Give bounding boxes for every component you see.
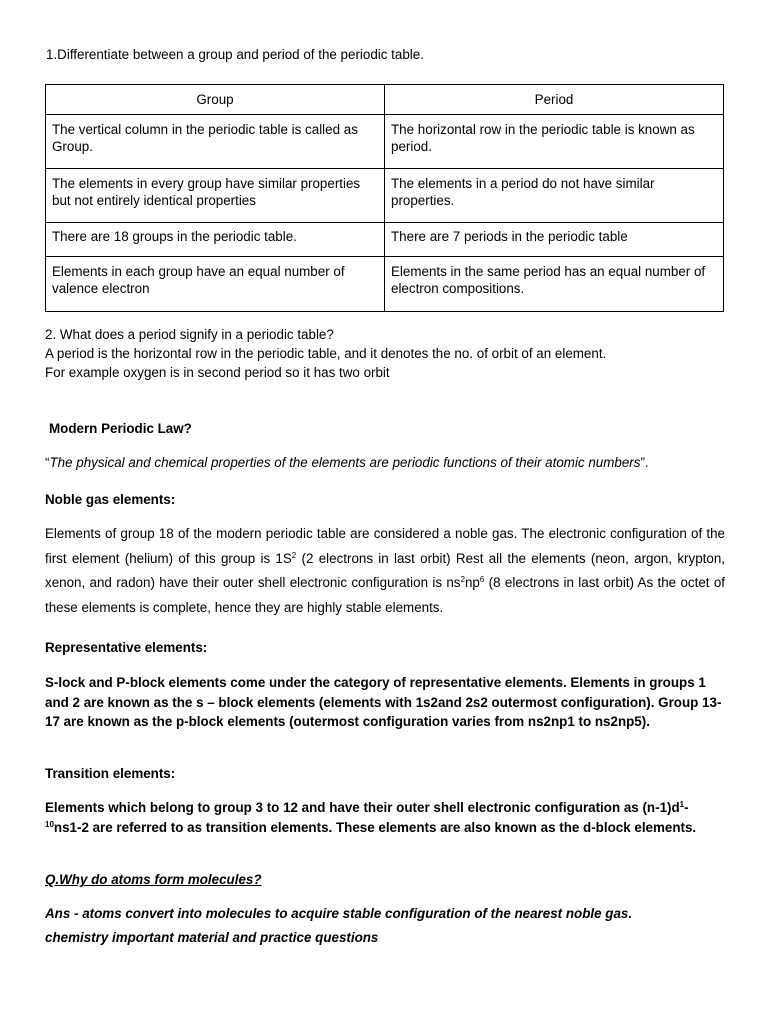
table-header-row <box>46 85 724 115</box>
group-period-table <box>45 84 724 312</box>
answer-2-line-2: For example oxygen is in second period so it has two orbit <box>45 365 390 380</box>
question-2-block <box>45 325 735 382</box>
table-cell: The elements in a period do not have similar properties. <box>385 169 724 223</box>
transition-text: - <box>684 800 689 815</box>
superscript: 6 <box>479 575 485 584</box>
noble-gas-paragraph <box>45 522 725 620</box>
table-row <box>46 223 724 257</box>
molecules-answer: Ans - atoms convert into molecules to acquire stable configuration of the nearest noble gas. <box>45 906 633 921</box>
transition-paragraph <box>45 798 705 837</box>
noble-text: np <box>464 575 480 590</box>
representative-heading: Representative elements: <box>45 640 208 655</box>
quote-open: “ <box>45 455 50 470</box>
superscript: 2 <box>291 550 297 560</box>
noble-text: Elements of group 18 of the modern periodic table are considered a noble gas. The electronic configuration of the first element (helium) of this group is 1S <box>45 526 725 566</box>
superscript: 10 <box>45 819 54 829</box>
table-cell: Elements in each group have an equal number of valence electron <box>46 257 385 312</box>
noble-text: (8 electrons in last orbit) As the octet of these elements is complete, hence they are highly stable elements. <box>45 575 725 615</box>
table-row <box>46 115 724 169</box>
molecules-question: Q.Why do atoms form molecules? <box>45 872 262 887</box>
representative-paragraph: S-lock and P-block elements come under the category of representative elements. Elements in groups 1 and 2 are known as the s – block elements (elements with 1s2and 2s2 outermost configuration). Group 13-17 are known as the p-block elements (outermost configuration varies from ns2np1 to ns2np5). <box>45 675 722 729</box>
table-row <box>46 169 724 223</box>
header-period: Period <box>385 85 724 115</box>
question-2-text: 2. What does a period signify in a periodic table? <box>45 327 334 342</box>
table-cell: The elements in every group have similar properties but not entirely identical properties <box>46 169 385 223</box>
table-cell: The vertical column in the periodic table is called as Group. <box>46 115 385 169</box>
transition-text: ns1-2 are referred to as transition elements. These elements are also known as the d-block elements. <box>53 819 697 835</box>
quote-text: The physical and chemical properties of the elements are periodic functions of their atomic numbers <box>49 455 641 470</box>
superscript: 1 <box>679 800 685 809</box>
noble-gas-heading: Noble gas elements: <box>45 492 176 507</box>
table-cell: There are 18 groups in the periodic table. <box>46 223 385 257</box>
footer-note: chemistry important material and practice questions <box>45 930 379 945</box>
quote-close: ”. <box>640 455 649 470</box>
table-cell: There are 7 periods in the periodic table <box>385 223 724 257</box>
noble-text: (2 electrons in last orbit) Rest all the elements (neon, argon, krypton, xenon, and radon) have their outer shell electronic configuration is ns <box>45 550 725 590</box>
periodic-law-heading: Modern Periodic Law? <box>49 421 192 436</box>
question-1-title: 1.Differentiate between a group and period of the periodic table. <box>46 47 424 62</box>
table-cell: Elements in the same period has an equal number of electron compositions. <box>385 257 724 312</box>
table-cell: The horizontal row in the periodic table is known as period. <box>385 115 724 169</box>
transition-text: Elements which belong to group 3 to 12 and have their outer shell electronic configuration as (n-1)d <box>45 800 680 815</box>
transition-heading: Transition elements: <box>45 766 176 781</box>
superscript: 2 <box>460 575 465 584</box>
periodic-law-quote <box>45 454 725 471</box>
table-row <box>46 257 724 312</box>
answer-2-line-1: A period is the horizontal row in the periodic table, and it denotes the no. of orbit of an element. <box>45 346 607 361</box>
header-group: Group <box>46 85 385 115</box>
